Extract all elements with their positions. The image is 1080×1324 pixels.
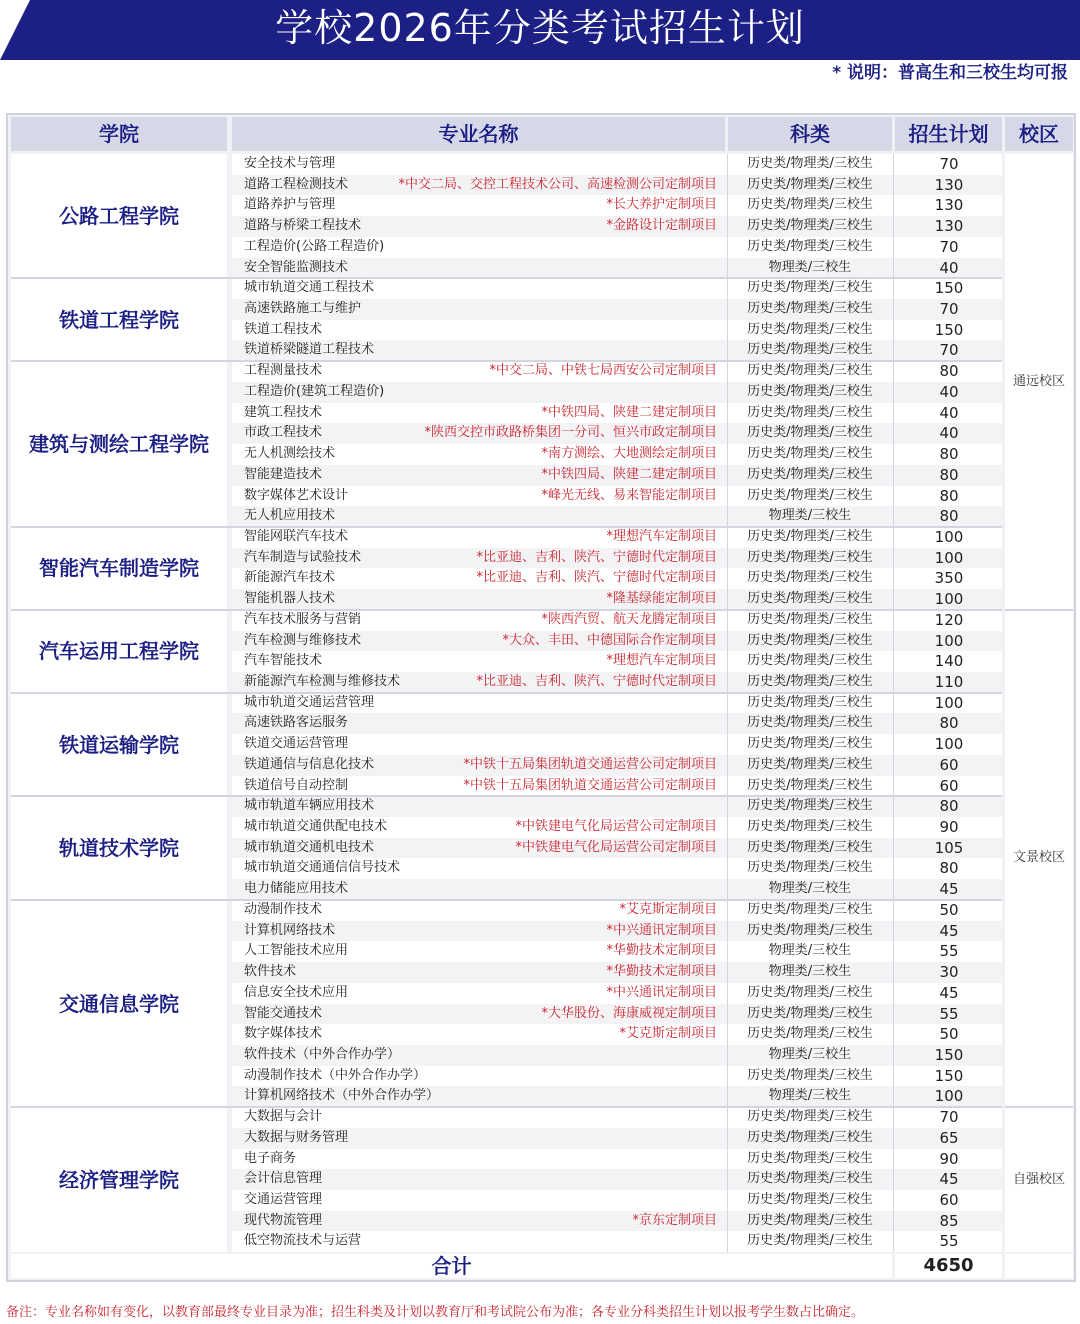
major-name: 铁道交通运营管理 bbox=[244, 736, 349, 752]
plan-count: 100 bbox=[934, 693, 964, 712]
category-cell: 历史类/物理类/三校生 bbox=[747, 611, 873, 627]
college-divider bbox=[11, 526, 1002, 528]
project-note: *华勤技术定制项目 bbox=[606, 964, 717, 980]
project-note: *中铁十五局集团轨道交通运营公司定制项目 bbox=[463, 777, 717, 793]
category-cell: 物理类/三校生 bbox=[768, 1046, 852, 1062]
college-name: 公路工程学院 bbox=[11, 154, 227, 278]
plan-count: 100 bbox=[934, 735, 964, 754]
project-note: *艾克斯定制项目 bbox=[619, 901, 717, 917]
category-cell: 历史类/物理类/三校生 bbox=[747, 756, 873, 772]
table-row bbox=[232, 1128, 1002, 1149]
table-row bbox=[232, 486, 1002, 507]
major-name: 高速铁路施工与维护 bbox=[244, 301, 362, 317]
college-name: 轨道技术学院 bbox=[11, 796, 227, 900]
plan-count: 100 bbox=[934, 527, 964, 546]
category-cell: 历史类/物理类/三校生 bbox=[747, 466, 873, 482]
major-name: 安全智能监测技术 bbox=[244, 259, 349, 275]
major-name: 现代物流管理 bbox=[244, 1212, 323, 1228]
table-row bbox=[232, 1045, 1002, 1066]
table-row bbox=[232, 817, 1002, 838]
major-name: 数字媒体艺术设计 bbox=[244, 487, 349, 503]
project-note: *大众、丰田、中德国际合作定制项目 bbox=[502, 632, 717, 648]
category-cell: 历史类/物理类/三校生 bbox=[747, 632, 873, 648]
plan-count: 110 bbox=[934, 673, 964, 691]
major-name: 城市轨道交通机电技术 bbox=[244, 839, 375, 855]
project-note: *金路设计定制项目 bbox=[606, 218, 717, 234]
category-cell: 历史类/物理类/三校生 bbox=[747, 1005, 873, 1021]
campus-divider bbox=[1005, 609, 1073, 611]
category-cell: 历史类/物理类/三校生 bbox=[747, 425, 873, 441]
major-name: 工程造价(建筑工程造价) bbox=[244, 383, 385, 399]
plan-count: 45 bbox=[939, 983, 959, 1002]
category-cell: 历史类/物理类/三校生 bbox=[747, 1233, 873, 1249]
category-cell: 历史类/物理类/三校生 bbox=[747, 197, 873, 213]
table-row bbox=[232, 941, 1002, 962]
plan-count: 140 bbox=[934, 652, 964, 671]
table-row bbox=[232, 548, 1002, 569]
table-row bbox=[232, 610, 1002, 631]
plan-count: 60 bbox=[939, 755, 959, 774]
plan-count: 105 bbox=[934, 838, 964, 857]
project-note: *隆基绿能定制项目 bbox=[606, 591, 717, 607]
project-note: *中铁四局、陕建二建定制项目 bbox=[541, 404, 717, 420]
category-cell: 历史类/物理类/三校生 bbox=[747, 798, 873, 814]
category-cell: 历史类/物理类/三校生 bbox=[747, 156, 873, 171]
major-name: 智能机器人技术 bbox=[244, 591, 336, 607]
campus-name: 自强校区 bbox=[1012, 1171, 1065, 1187]
major-name: 道路工程检测技术 bbox=[244, 176, 349, 192]
plan-count: 40 bbox=[939, 258, 959, 277]
table-row bbox=[232, 1169, 1002, 1190]
campus-divider bbox=[1005, 1106, 1073, 1108]
category-cell: 历史类/物理类/三校生 bbox=[747, 549, 873, 565]
table-row bbox=[232, 838, 1002, 859]
category-cell: 历史类/物理类/三校生 bbox=[747, 321, 873, 337]
major-name: 信息安全技术应用 bbox=[244, 984, 349, 1000]
major-name: 城市轨道交通供配电技术 bbox=[244, 819, 388, 835]
college-name: 汽车运用工程学院 bbox=[11, 610, 227, 693]
major-name: 铁道桥梁隧道工程技术 bbox=[244, 342, 375, 358]
major-name: 软件技术 bbox=[244, 964, 297, 980]
category-cell: 历史类/物理类/三校生 bbox=[747, 777, 873, 793]
category-cell: 历史类/物理类/三校生 bbox=[747, 383, 873, 399]
plan-count: 55 bbox=[939, 1004, 959, 1023]
column-divider bbox=[727, 154, 728, 1252]
category-cell: 历史类/物理类/三校生 bbox=[747, 1150, 873, 1166]
project-note: *南方测绘、大地测绘定制项目 bbox=[541, 446, 717, 462]
major-name: 新能源汽车技术 bbox=[244, 570, 336, 586]
category-cell: 历史类/物理类/三校生 bbox=[747, 280, 873, 296]
table-row bbox=[232, 776, 1002, 797]
table-row bbox=[232, 755, 1002, 776]
project-note: *中交二局、中铁七局西安公司定制项目 bbox=[489, 363, 717, 379]
header-college: 学院 bbox=[11, 117, 227, 151]
table-row bbox=[232, 734, 1002, 755]
major-name: 市政工程技术 bbox=[244, 425, 323, 441]
major-name: 智能网联汽车技术 bbox=[244, 528, 349, 544]
college-divider bbox=[11, 609, 1002, 611]
plan-count: 45 bbox=[939, 880, 959, 899]
plan-count: 150 bbox=[934, 320, 964, 339]
category-cell: 历史类/物理类/三校生 bbox=[747, 1129, 873, 1145]
category-cell: 历史类/物理类/三校生 bbox=[747, 404, 873, 420]
total-label: 合计 bbox=[11, 1254, 892, 1278]
plan-count: 80 bbox=[939, 465, 959, 484]
major-name: 新能源汽车检测与维修技术 bbox=[244, 674, 401, 689]
major-name: 智能交通技术 bbox=[244, 1005, 323, 1021]
table-row bbox=[232, 858, 1002, 879]
plan-count: 40 bbox=[939, 424, 959, 443]
major-name: 城市轨道车辆应用技术 bbox=[244, 798, 375, 814]
major-name: 会计信息管理 bbox=[244, 1171, 323, 1187]
plan-count: 80 bbox=[939, 859, 959, 878]
college-divider bbox=[11, 360, 1002, 362]
plan-count: 90 bbox=[939, 1149, 959, 1168]
table-row bbox=[232, 796, 1002, 817]
major-name: 人工智能技术应用 bbox=[244, 943, 349, 959]
table-row bbox=[232, 237, 1002, 258]
major-name: 软件技术（中外合作办学） bbox=[244, 1046, 401, 1062]
plan-count: 65 bbox=[939, 1128, 959, 1147]
table-row bbox=[232, 1190, 1002, 1211]
category-cell: 物理类/三校生 bbox=[768, 943, 852, 959]
category-cell: 历史类/物理类/三校生 bbox=[747, 860, 873, 876]
plan-count: 85 bbox=[939, 1211, 959, 1230]
category-cell: 历史类/物理类/三校生 bbox=[747, 819, 873, 835]
category-cell: 物理类/三校生 bbox=[768, 881, 852, 897]
project-note: *中铁十五局集团轨道交通运营公司定制项目 bbox=[463, 756, 717, 772]
project-note: *中铁建电气化局运营公司定制项目 bbox=[515, 819, 717, 835]
plan-count: 120 bbox=[934, 610, 964, 629]
table-row bbox=[232, 1231, 1002, 1252]
table-row bbox=[232, 631, 1002, 652]
major-name: 道路与桥梁工程技术 bbox=[244, 218, 362, 234]
project-note: *京东定制项目 bbox=[632, 1212, 717, 1228]
category-cell: 历史类/物理类/三校生 bbox=[747, 1192, 873, 1207]
table-row bbox=[232, 423, 1002, 444]
category-cell: 历史类/物理类/三校生 bbox=[747, 715, 873, 731]
major-name: 汽车技术服务与营销 bbox=[244, 611, 362, 627]
college-name: 智能汽车制造学院 bbox=[11, 527, 227, 610]
category-cell: 历史类/物理类/三校生 bbox=[747, 694, 873, 710]
category-cell: 历史类/物理类/三校生 bbox=[747, 1109, 873, 1125]
footer-note: 备注：专业名称如有变化，以教育部最终专业目录为准；招生科类及计划以教育厅和考试院公布为准；各专业分科类招生计划以报考学生数占比确定。 bbox=[6, 1305, 865, 1320]
major-name: 计算机网络技术 bbox=[244, 922, 336, 938]
major-name: 铁道信号自动控制 bbox=[244, 777, 349, 793]
major-name: 铁道通信与信息化技术 bbox=[244, 756, 375, 772]
major-name: 汽车制造与试验技术 bbox=[244, 549, 362, 565]
college-divider bbox=[11, 692, 1002, 694]
category-cell: 历史类/物理类/三校生 bbox=[747, 1026, 873, 1042]
plan-count: 100 bbox=[934, 1087, 964, 1106]
category-cell: 历史类/物理类/三校生 bbox=[747, 653, 873, 669]
header-plan: 招生计划 bbox=[895, 117, 1002, 151]
table-row bbox=[232, 1086, 1002, 1107]
plan-count: 100 bbox=[934, 631, 964, 650]
header-category: 科类 bbox=[728, 117, 892, 151]
college-divider bbox=[11, 277, 1002, 279]
plan-count: 55 bbox=[939, 1232, 959, 1251]
category-cell: 物理类/三校生 bbox=[768, 259, 852, 275]
table-row bbox=[232, 320, 1002, 341]
plan-count: 40 bbox=[939, 382, 959, 401]
plan-count: 45 bbox=[939, 1170, 959, 1189]
plan-count: 70 bbox=[939, 341, 959, 360]
major-name: 低空物流技术与运营 bbox=[244, 1233, 362, 1249]
table-row bbox=[232, 299, 1002, 320]
category-cell: 历史类/物理类/三校生 bbox=[747, 363, 873, 379]
plan-count: 70 bbox=[939, 237, 959, 256]
college-name: 经济管理学院 bbox=[11, 1107, 227, 1252]
category-cell: 历史类/物理类/三校生 bbox=[747, 1171, 873, 1187]
table-row bbox=[232, 361, 1002, 382]
project-note: *华勤技术定制项目 bbox=[606, 943, 717, 959]
college-divider bbox=[11, 795, 1002, 797]
college-name: 铁道运输学院 bbox=[11, 693, 227, 797]
project-note: *比亚迪、吉利、陕汽、宁德时代定制项目 bbox=[476, 549, 717, 565]
table-row bbox=[232, 465, 1002, 486]
major-name: 无人机测绘技术 bbox=[244, 446, 336, 462]
plan-count: 130 bbox=[934, 217, 964, 236]
table-row bbox=[232, 589, 1002, 610]
plan-count: 30 bbox=[939, 963, 959, 982]
category-cell: 物理类/三校生 bbox=[768, 508, 852, 524]
project-note: *峰光无线、易来智能定制项目 bbox=[541, 487, 717, 503]
table-row bbox=[232, 444, 1002, 465]
college-divider bbox=[11, 1106, 1002, 1108]
major-name: 汽车检测与维修技术 bbox=[244, 632, 362, 648]
category-cell: 历史类/物理类/三校生 bbox=[747, 901, 873, 917]
table-row bbox=[232, 983, 1002, 1004]
major-name: 大数据与会计 bbox=[244, 1109, 323, 1125]
plan-count: 130 bbox=[934, 175, 964, 194]
major-name: 工程造价(公路工程造价) bbox=[244, 238, 385, 254]
table-row bbox=[232, 900, 1002, 921]
major-name: 大数据与财务管理 bbox=[244, 1129, 349, 1145]
plan-count: 70 bbox=[939, 155, 959, 173]
college-name: 交通信息学院 bbox=[11, 900, 227, 1107]
header-campus: 校区 bbox=[1005, 117, 1073, 151]
table-row bbox=[232, 527, 1002, 548]
plan-count: 40 bbox=[939, 403, 959, 422]
plan-count: 150 bbox=[934, 1045, 964, 1064]
major-name: 电子商务 bbox=[244, 1150, 297, 1166]
category-cell: 历史类/物理类/三校生 bbox=[747, 342, 873, 358]
plan-count: 45 bbox=[939, 921, 959, 940]
major-name: 交通运营管理 bbox=[244, 1192, 323, 1207]
table-row bbox=[232, 651, 1002, 672]
campus-panel bbox=[1005, 154, 1073, 1252]
table-row bbox=[232, 154, 1002, 175]
table-row bbox=[232, 713, 1002, 734]
eligibility-note: * 说明：普高生和三校生均可报 bbox=[832, 63, 1068, 83]
category-cell: 物理类/三校生 bbox=[768, 964, 852, 980]
category-cell: 物理类/三校生 bbox=[768, 1088, 852, 1104]
category-cell: 历史类/物理类/三校生 bbox=[747, 301, 873, 317]
plan-count: 80 bbox=[939, 714, 959, 733]
category-cell: 历史类/物理类/三校生 bbox=[747, 446, 873, 462]
college-name: 建筑与测绘工程学院 bbox=[11, 361, 227, 527]
table-row bbox=[232, 175, 1002, 196]
table-row bbox=[232, 1149, 1002, 1170]
plan-count: 100 bbox=[934, 548, 964, 567]
category-cell: 历史类/物理类/三校生 bbox=[747, 238, 873, 254]
category-cell: 历史类/物理类/三校生 bbox=[747, 839, 873, 855]
project-note: *中交二局、交控工程技术公司、高速检测公司定制项目 bbox=[398, 176, 717, 192]
plan-count: 80 bbox=[939, 507, 959, 526]
plan-count: 90 bbox=[939, 818, 959, 837]
table-row bbox=[232, 195, 1002, 216]
plan-count: 80 bbox=[939, 486, 959, 505]
project-note: *陕西汽贸、航天龙腾定制项目 bbox=[541, 611, 717, 627]
plan-count: 50 bbox=[939, 1025, 959, 1044]
major-name: 城市轨道交通通信信号技术 bbox=[244, 860, 401, 876]
plan-count: 150 bbox=[934, 1066, 964, 1085]
major-name: 铁道工程技术 bbox=[244, 321, 323, 337]
plan-count: 60 bbox=[939, 776, 959, 795]
category-cell: 历史类/物理类/三校生 bbox=[747, 528, 873, 544]
table-row bbox=[232, 1024, 1002, 1045]
plan-count: 100 bbox=[934, 590, 964, 609]
category-cell: 历史类/物理类/三校生 bbox=[747, 591, 873, 607]
category-cell: 历史类/物理类/三校生 bbox=[747, 570, 873, 586]
header-major: 专业名称 bbox=[232, 117, 725, 151]
table-row bbox=[232, 1107, 1002, 1128]
plan-count: 70 bbox=[939, 300, 959, 319]
major-name: 数字媒体技术 bbox=[244, 1026, 323, 1042]
column-divider bbox=[893, 154, 894, 1252]
table-row bbox=[232, 693, 1002, 714]
category-cell: 历史类/物理类/三校生 bbox=[747, 1067, 873, 1083]
category-cell: 历史类/物理类/三校生 bbox=[747, 736, 873, 752]
category-cell: 历史类/物理类/三校生 bbox=[747, 176, 873, 192]
major-name: 城市轨道交通运营管理 bbox=[244, 694, 375, 710]
plan-count: 80 bbox=[939, 797, 959, 816]
category-cell: 历史类/物理类/三校生 bbox=[747, 1212, 873, 1228]
category-cell: 历史类/物理类/三校生 bbox=[747, 984, 873, 1000]
plan-count: 60 bbox=[939, 1191, 959, 1209]
college-divider bbox=[11, 899, 1002, 901]
project-note: *比亚迪、吉利、陕汽、宁德时代定制项目 bbox=[476, 674, 717, 689]
table-row bbox=[232, 340, 1002, 361]
project-note: *艾克斯定制项目 bbox=[619, 1026, 717, 1042]
table-row bbox=[232, 1066, 1002, 1087]
project-note: *大华股份、海康威视定制项目 bbox=[541, 1005, 717, 1021]
project-note: *理想汽车定制项目 bbox=[606, 653, 717, 669]
project-note: *长大养护定制项目 bbox=[606, 197, 717, 213]
page-title: 学校2026年分类考试招生计划 bbox=[275, 6, 805, 50]
category-cell: 历史类/物理类/三校生 bbox=[747, 218, 873, 234]
table-row bbox=[232, 258, 1002, 279]
category-cell: 历史类/物理类/三校生 bbox=[747, 487, 873, 503]
plan-count: 55 bbox=[939, 942, 959, 961]
project-note: *中铁建电气化局运营公司定制项目 bbox=[515, 839, 717, 855]
major-name: 工程测量技术 bbox=[244, 363, 323, 379]
major-name: 动漫制作技术 bbox=[244, 901, 323, 917]
project-note: *比亚迪、吉利、陕汽、宁德时代定制项目 bbox=[476, 570, 717, 586]
table-row bbox=[232, 879, 1002, 900]
table-row bbox=[232, 672, 1002, 693]
category-cell: 历史类/物理类/三校生 bbox=[747, 922, 873, 938]
table-row bbox=[232, 962, 1002, 983]
campus-name: 文景校区 bbox=[1012, 850, 1065, 866]
total-campus-cell bbox=[1005, 1254, 1073, 1278]
major-name: 计算机网络技术（中外合作办学） bbox=[244, 1088, 440, 1104]
major-name: 汽车智能技术 bbox=[244, 653, 323, 669]
campus-name: 通远校区 bbox=[1012, 373, 1065, 389]
table-row bbox=[232, 1211, 1002, 1232]
project-note: *中兴通讯定制项目 bbox=[606, 984, 717, 1000]
plan-count: 350 bbox=[934, 569, 964, 588]
major-name: 安全技术与管理 bbox=[244, 156, 336, 171]
table-row bbox=[232, 382, 1002, 403]
major-name: 智能建造技术 bbox=[244, 466, 323, 482]
plan-count: 150 bbox=[934, 279, 964, 298]
table-row bbox=[232, 278, 1002, 299]
table-row bbox=[232, 403, 1002, 424]
project-note: *中兴通讯定制项目 bbox=[606, 922, 717, 938]
table-row bbox=[232, 921, 1002, 942]
major-name: 动漫制作技术（中外合作办学） bbox=[244, 1067, 427, 1083]
plan-count: 80 bbox=[939, 445, 959, 464]
major-name: 城市轨道交通工程技术 bbox=[244, 280, 375, 296]
major-name: 道路养护与管理 bbox=[244, 197, 336, 213]
plan-count: 80 bbox=[939, 362, 959, 381]
plan-count: 70 bbox=[939, 1108, 959, 1127]
total-value: 4650 bbox=[895, 1254, 1002, 1278]
table-row bbox=[232, 568, 1002, 589]
project-note: *中铁四局、陕建二建定制项目 bbox=[541, 466, 717, 482]
project-note: *陕西交控市政路桥集团一分司、恒兴市政定制项目 bbox=[424, 425, 717, 441]
table-row bbox=[232, 1004, 1002, 1025]
table-row bbox=[232, 216, 1002, 237]
major-name: 高速铁路客运服务 bbox=[244, 715, 349, 731]
project-note: *理想汽车定制项目 bbox=[606, 528, 717, 544]
plan-count: 130 bbox=[934, 196, 964, 215]
major-name: 无人机应用技术 bbox=[244, 508, 336, 524]
table-row bbox=[232, 506, 1002, 527]
major-name: 建筑工程技术 bbox=[244, 404, 323, 420]
major-name: 电力储能应用技术 bbox=[244, 881, 349, 897]
category-cell: 历史类/物理类/三校生 bbox=[747, 674, 873, 689]
plan-count: 50 bbox=[939, 900, 959, 919]
college-name: 铁道工程学院 bbox=[11, 278, 227, 361]
